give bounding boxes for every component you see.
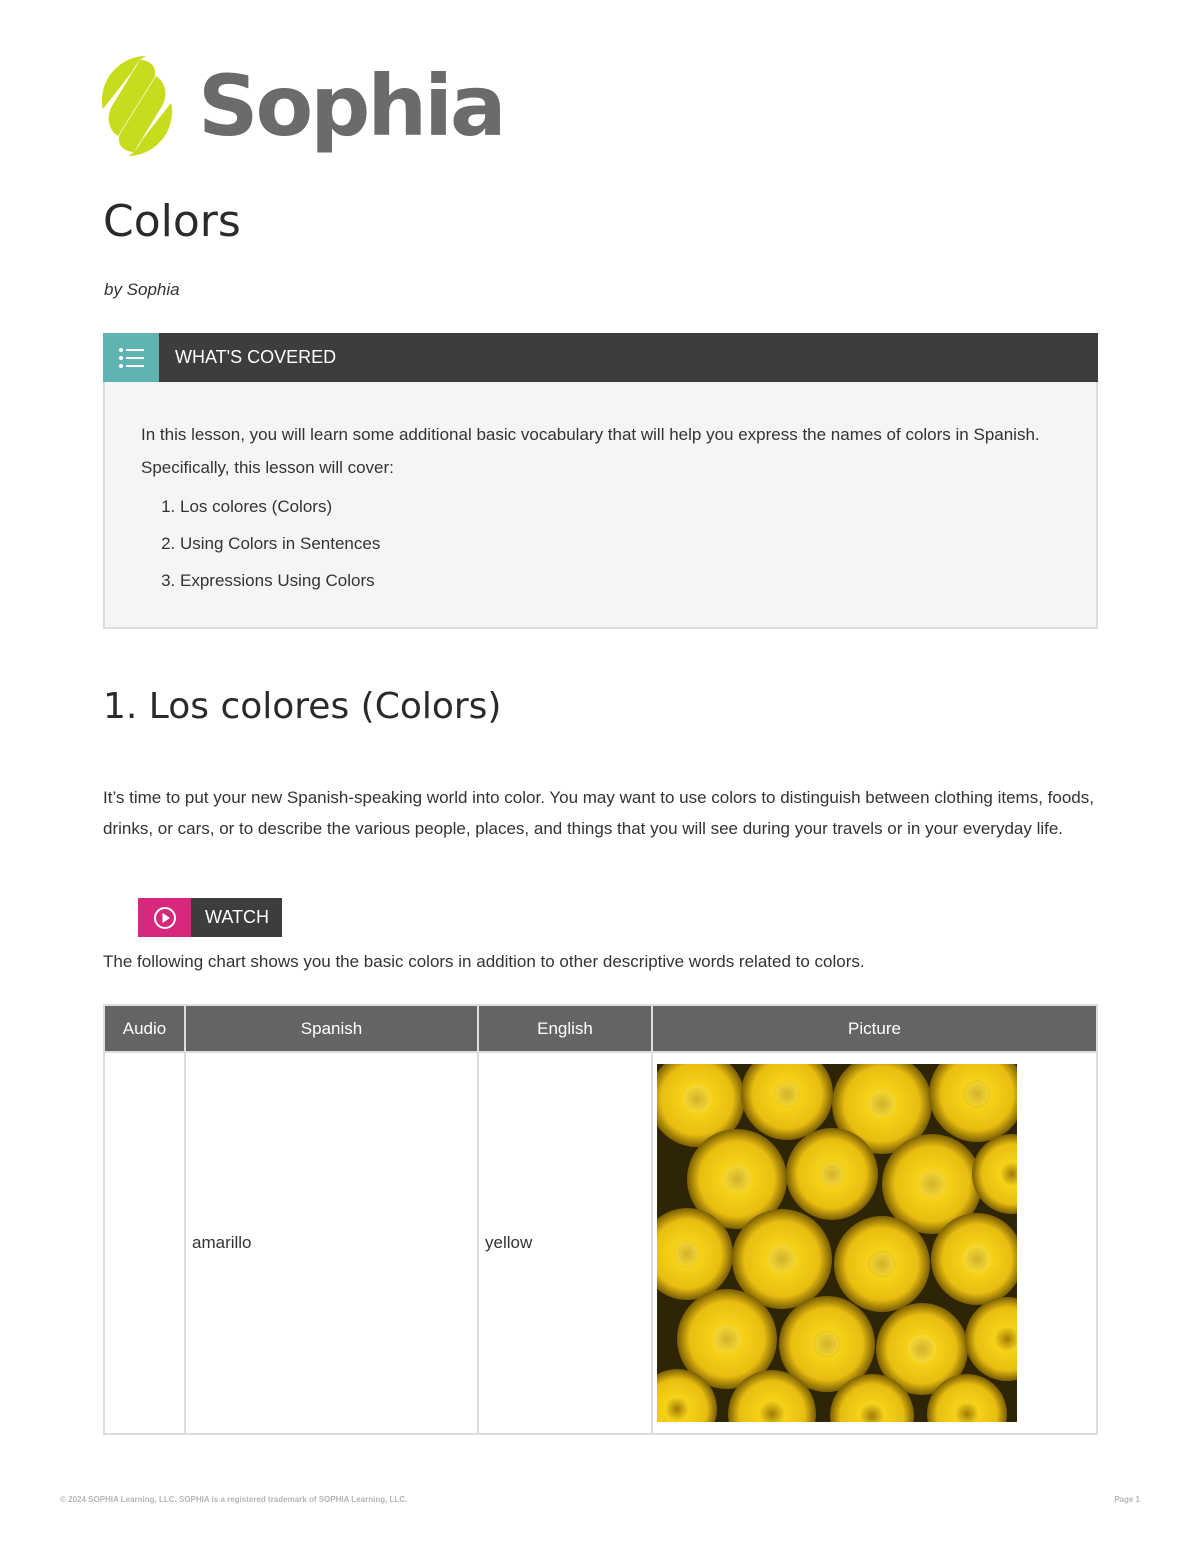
yellow-flowers-image bbox=[657, 1064, 1017, 1422]
whats-covered-list bbox=[141, 488, 1060, 599]
sophia-logo bbox=[100, 52, 504, 160]
whats-covered-header bbox=[103, 333, 1098, 382]
list-item: 3. Expressions Using Colors bbox=[180, 562, 1060, 599]
list-item: 1. Los colores (Colors) bbox=[180, 488, 1060, 525]
column-header-picture: Picture bbox=[652, 1005, 1097, 1052]
watch-button[interactable] bbox=[138, 898, 282, 937]
column-header-english: English bbox=[478, 1005, 652, 1052]
play-icon bbox=[138, 898, 191, 937]
list-icon bbox=[103, 333, 159, 382]
whats-covered-box bbox=[103, 333, 1098, 629]
sophia-logo-mark-icon bbox=[100, 54, 174, 158]
column-header-spanish: Spanish bbox=[185, 1005, 478, 1052]
picture-cell bbox=[652, 1052, 1097, 1434]
chart-intro: The following chart shows you the basic colors in addition to other descriptive words related to colors. bbox=[103, 952, 865, 971]
brand-wordmark: Sophia bbox=[198, 57, 504, 155]
table-row bbox=[104, 1052, 1097, 1434]
footer-page-number: Page 1 bbox=[1114, 1495, 1140, 1504]
audio-cell bbox=[104, 1052, 185, 1434]
whats-covered-body bbox=[103, 382, 1098, 629]
table-header-row bbox=[104, 1005, 1097, 1052]
section-heading: 1. Los colores (Colors) bbox=[103, 686, 502, 727]
list-item: 2. Using Colors in Sentences bbox=[180, 525, 1060, 562]
column-header-audio: Audio bbox=[104, 1005, 185, 1052]
english-cell: yellow bbox=[478, 1052, 652, 1434]
intro-paragraph: It’s time to put your new Spanish-speaking world into color. You may want to use colors to distinguish between clothing items, foods, drinks, or cars, or to describe the various people, places, and things that you will see during your travels or in your everyday life. bbox=[103, 788, 1094, 838]
whats-covered-intro: In this lesson, you will learn some additional basic vocabulary that will help you express the names of colors in Spanish. Specifically, this lesson will cover: bbox=[141, 425, 1040, 477]
spanish-cell: amarillo bbox=[185, 1052, 478, 1434]
byline: by Sophia bbox=[104, 280, 180, 299]
footer-copyright: © 2024 SOPHIA Learning, LLC. SOPHIA is a registered trademark of SOPHIA Learning, LLC. bbox=[60, 1495, 408, 1504]
page-title: Colors bbox=[103, 196, 241, 247]
watch-label: WATCH bbox=[205, 907, 269, 927]
vocabulary-table bbox=[103, 1004, 1098, 1435]
whats-covered-label: WHAT'S COVERED bbox=[175, 347, 337, 367]
